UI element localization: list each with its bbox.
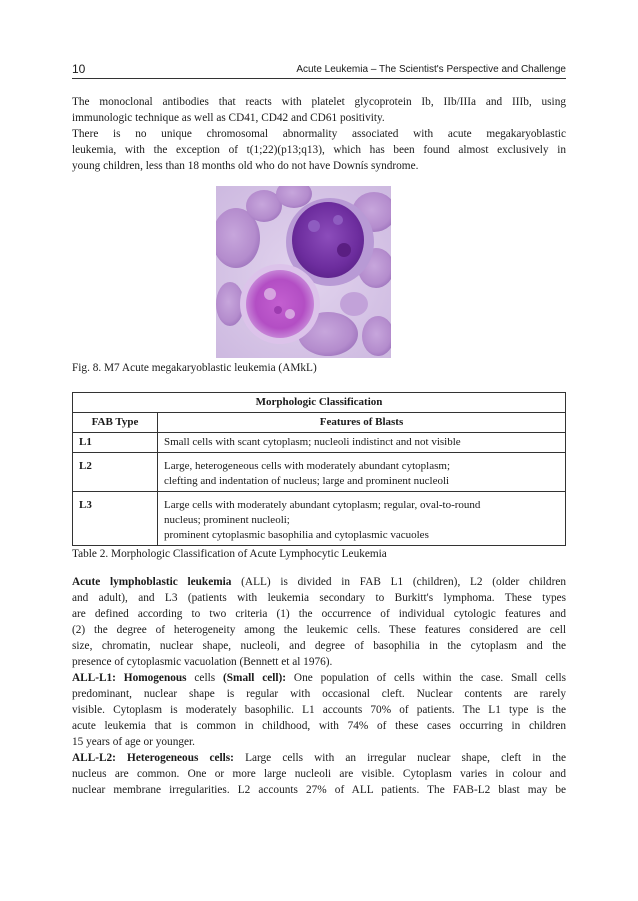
features-line: nucleus; prominent nucleoli; <box>164 514 290 526</box>
all-heading: Acute lymphoblastic leukemia <box>72 576 232 588</box>
features-line: Large cells with moderately abundant cytoplasm; regular, oval-to-round <box>164 499 481 511</box>
intro-line: leukemia, with the exception of t(1;22)(p13;q13), which has been found almost exclusively in <box>72 144 566 156</box>
features-line: prominent cytoplasmic basophilia and cytoplasmic vacuoles <box>164 529 429 541</box>
features-cell <box>158 453 566 492</box>
intro-line: young children, less than 18 months old who do not have Downís syndrome. <box>72 160 419 172</box>
intro-line: immunologic technique as well as CD41, CD42 and CD61 positivity. <box>72 112 385 124</box>
running-title: Acute Leukemia – The Scientist's Perspective and Challenge <box>296 64 566 75</box>
table-row <box>73 433 566 453</box>
body-line: nucleus are common. One or more large nucleoli are visible. Cytoplasm varies in colour and <box>72 768 566 780</box>
fab-type-cell: L1 <box>73 433 158 453</box>
all-l2-heading: ALL-L2: Heterogeneous cells: <box>72 752 234 764</box>
features-line: Small cells with scant cytoplasm; nucleoli indistinct and not visible <box>164 436 461 448</box>
page-header <box>72 60 566 79</box>
features-cell <box>158 492 566 546</box>
body-line: size, chromatin, nuclear shape, nucleoli, and degree of basophilia in the cytoplasm and the <box>72 640 566 652</box>
body-line: are defined according to two criteria (1) the occurrence of individual cytologic features and <box>72 608 566 620</box>
column-header-fab-type: FAB Type <box>73 413 158 433</box>
table-row <box>73 453 566 492</box>
body-line: nuclear membrane irregularities. L2 accounts 27% of ALL patients. The FAB-L2 blast may be <box>72 784 566 796</box>
page-number: 10 <box>72 62 86 76</box>
body-line: presence of cytoplasmic vacuolation (Bennett et al 1976). <box>72 656 333 668</box>
table-row <box>73 492 566 546</box>
body-text: cells <box>186 672 223 684</box>
table-title-row <box>73 393 566 413</box>
fab-type-cell: L2 <box>73 453 158 492</box>
intro-paragraph <box>72 94 566 174</box>
figure-caption: Fig. 8. M7 Acute megakaryoblastic leukemia (AMkL) <box>72 362 317 374</box>
morphologic-classification-table <box>72 392 566 546</box>
body-line: (2) the degree of heterogeneity among the leukemic cells. These features considered are cell <box>72 624 566 636</box>
all-l1-heading: ALL-L1: Homogenous <box>72 672 187 684</box>
table-header-row <box>73 413 566 433</box>
features-line: Large, heterogeneous cells with moderately abundant cytoplasm; <box>164 460 451 472</box>
body-line: predominant, nuclear shape is regular with occasional cleft. Nuclear contents are rarely <box>72 688 566 700</box>
body-line: and adult), and L3 (patients with leukemia secondary to Burkitt's lymphoma. These types <box>72 592 566 604</box>
column-header-features: Features of Blasts <box>158 413 566 433</box>
table-caption: Table 2. Morphologic Classification of Acute Lymphocytic Leukemia <box>72 548 387 560</box>
body-line: 15 years of age or younger. <box>72 736 195 748</box>
micrograph-image <box>216 186 391 358</box>
body-line: (ALL) is divided in FAB L1 (children), L2 (older children <box>231 576 566 588</box>
body-line: Large cells with an irregular nuclear shape, cleft in the <box>233 752 566 764</box>
intro-line: There is no unique chromosomal abnormality associated with acute megakaryoblastic <box>72 128 566 140</box>
table-title: Morphologic Classification <box>73 393 566 413</box>
all-l1-subheading: (Small cell): <box>222 672 287 684</box>
body-line: acute leukemia that is common in childhood, with 74% of these cases occurring in children <box>72 720 566 732</box>
body-line: visible. Cytoplasm is moderately basophilic. L1 accounts 70% of patients. The L1 type is the <box>72 704 566 716</box>
micrograph-figure <box>216 186 391 358</box>
intro-line: The monoclonal antibodies that reacts with platelet glycoprotein Ib, IIb/IIIa and IIIb, using <box>72 96 566 108</box>
fab-type-cell: L3 <box>73 492 158 546</box>
features-line: clefting and indentation of nucleus; large and prominent nucleoli <box>164 475 450 487</box>
features-cell <box>158 433 566 453</box>
all-paragraph <box>72 574 566 798</box>
body-line: One population of cells within the case. Small cells <box>286 672 567 684</box>
